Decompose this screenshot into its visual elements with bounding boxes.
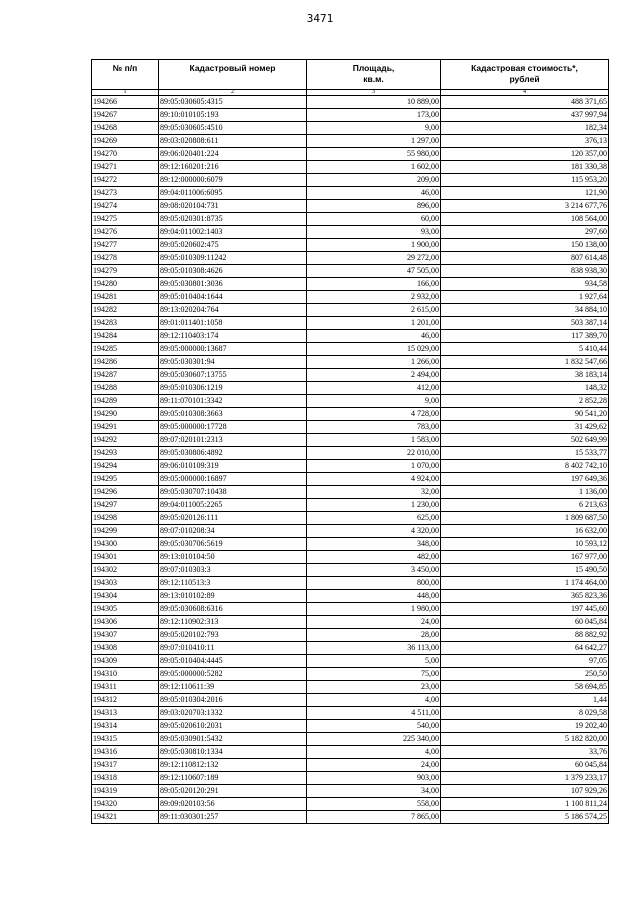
area-value: 36 113,00 xyxy=(307,642,441,655)
cadastral-value: 5 186 574,25 xyxy=(441,811,609,824)
cadastral-number: 89:12:110902:313 xyxy=(159,616,307,629)
cadastral-number: 89:06:020401:224 xyxy=(159,148,307,161)
cadastral-number: 89:13:010104:50 xyxy=(159,551,307,564)
cadastral-value: 1 379 233,17 xyxy=(441,772,609,785)
row-index: 194310 xyxy=(92,668,159,681)
cadastral-number: 89:09:020103:56 xyxy=(159,798,307,811)
area-value: 22 010,00 xyxy=(307,447,441,460)
table-row xyxy=(92,161,609,174)
table-row xyxy=(92,122,609,135)
area-value: 4,00 xyxy=(307,694,441,707)
row-index: 194270 xyxy=(92,148,159,161)
cadastral-number: 89:03:020703:1332 xyxy=(159,707,307,720)
cadastral-value: 1 136,00 xyxy=(441,486,609,499)
row-index: 194296 xyxy=(92,486,159,499)
row-index: 194318 xyxy=(92,772,159,785)
row-index: 194289 xyxy=(92,395,159,408)
row-index: 194316 xyxy=(92,746,159,759)
table-row xyxy=(92,226,609,239)
cadastral-value: 10 593,12 xyxy=(441,538,609,551)
table-row xyxy=(92,213,609,226)
area-value: 93,00 xyxy=(307,226,441,239)
cadastral-number: 89:05:030810:1334 xyxy=(159,746,307,759)
area-value: 46,00 xyxy=(307,330,441,343)
table-row xyxy=(92,811,609,824)
cadastral-value: 1 832 547,66 xyxy=(441,356,609,369)
row-index: 194317 xyxy=(92,759,159,772)
row-index: 194290 xyxy=(92,408,159,421)
column-number: 3 xyxy=(307,90,441,96)
cadastral-table xyxy=(91,59,609,824)
area-value: 1 230,00 xyxy=(307,499,441,512)
row-index: 194305 xyxy=(92,603,159,616)
cadastral-value: 15 533,77 xyxy=(441,447,609,460)
area-value: 3 450,00 xyxy=(307,564,441,577)
area-value: 34,00 xyxy=(307,785,441,798)
table-row xyxy=(92,278,609,291)
cadastral-number: 89:05:010304:2016 xyxy=(159,694,307,707)
row-index: 194291 xyxy=(92,421,159,434)
cadastral-number: 89:05:020102:793 xyxy=(159,629,307,642)
area-value: 55 980,00 xyxy=(307,148,441,161)
cadastral-value: 90 541,20 xyxy=(441,408,609,421)
header-index: № п/п xyxy=(92,60,159,90)
cadastral-number: 89:12:110513:3 xyxy=(159,577,307,590)
cadastral-value: 58 694,85 xyxy=(441,681,609,694)
area-value: 24,00 xyxy=(307,759,441,772)
cadastral-value: 807 614,48 xyxy=(441,252,609,265)
cadastral-number: 89:12:000000:6079 xyxy=(159,174,307,187)
cadastral-number: 89:05:010308:4626 xyxy=(159,265,307,278)
table-row xyxy=(92,772,609,785)
cadastral-number: 89:04:011005:2265 xyxy=(159,499,307,512)
row-index: 194279 xyxy=(92,265,159,278)
area-value: 1 980,00 xyxy=(307,603,441,616)
cadastral-value: 1 927,64 xyxy=(441,291,609,304)
row-index: 194271 xyxy=(92,161,159,174)
cadastral-value: 117 389,70 xyxy=(441,330,609,343)
table-row xyxy=(92,642,609,655)
cadastral-number: 89:13:010102:89 xyxy=(159,590,307,603)
header-cadastral-number: Кадастровый номер xyxy=(159,60,307,90)
area-value: 1 266,00 xyxy=(307,356,441,369)
area-value: 1 201,00 xyxy=(307,317,441,330)
table-row xyxy=(92,798,609,811)
column-number: 1 xyxy=(92,90,159,96)
table-row xyxy=(92,720,609,733)
cadastral-value: 34 884,10 xyxy=(441,304,609,317)
area-value: 32,00 xyxy=(307,486,441,499)
area-value: 1 602,00 xyxy=(307,161,441,174)
cadastral-number: 89:05:030706:5619 xyxy=(159,538,307,551)
cadastral-number: 89:05:000000:17728 xyxy=(159,421,307,434)
page-number: 3471 xyxy=(306,12,334,25)
table-row xyxy=(92,733,609,746)
table-row xyxy=(92,382,609,395)
row-index: 194301 xyxy=(92,551,159,564)
area-value: 896,00 xyxy=(307,200,441,213)
table-row xyxy=(92,551,609,564)
row-index: 194283 xyxy=(92,317,159,330)
table-row xyxy=(92,577,609,590)
cadastral-number: 89:05:000000:5282 xyxy=(159,668,307,681)
cadastral-value: 16 632,00 xyxy=(441,525,609,538)
table-row xyxy=(92,421,609,434)
cadastral-number: 89:04:011002:1403 xyxy=(159,226,307,239)
cadastral-number: 89:05:000000:16897 xyxy=(159,473,307,486)
area-value: 412,00 xyxy=(307,382,441,395)
row-index: 194281 xyxy=(92,291,159,304)
row-index: 194288 xyxy=(92,382,159,395)
table-row xyxy=(92,681,609,694)
area-value: 4 924,00 xyxy=(307,473,441,486)
row-index: 194292 xyxy=(92,434,159,447)
row-index: 194298 xyxy=(92,512,159,525)
column-number: 4 xyxy=(441,90,609,96)
area-value: 2 494,00 xyxy=(307,369,441,382)
cadastral-value: 115 953,20 xyxy=(441,174,609,187)
table-row xyxy=(92,447,609,460)
area-value: 625,00 xyxy=(307,512,441,525)
area-value: 15 029,00 xyxy=(307,343,441,356)
row-index: 194312 xyxy=(92,694,159,707)
table-row xyxy=(92,135,609,148)
cadastral-value: 365 823,36 xyxy=(441,590,609,603)
cadastral-value: 108 564,00 xyxy=(441,213,609,226)
cadastral-number: 89:05:030806:4892 xyxy=(159,447,307,460)
cadastral-number: 89:12:110403:174 xyxy=(159,330,307,343)
row-index: 194295 xyxy=(92,473,159,486)
cadastral-number: 89:05:030801:3036 xyxy=(159,278,307,291)
cadastral-number: 89:04:011006:6095 xyxy=(159,187,307,200)
row-index: 194320 xyxy=(92,798,159,811)
table-row xyxy=(92,356,609,369)
row-index: 194306 xyxy=(92,616,159,629)
area-value: 540,00 xyxy=(307,720,441,733)
cadastral-value: 107 929,26 xyxy=(441,785,609,798)
cadastral-number: 89:05:010308:3663 xyxy=(159,408,307,421)
area-value: 4 511,00 xyxy=(307,707,441,720)
row-index: 194304 xyxy=(92,590,159,603)
table-row xyxy=(92,317,609,330)
table-row xyxy=(92,304,609,317)
cadastral-number: 89:12:110611:39 xyxy=(159,681,307,694)
cadastral-number: 89:11:030301:257 xyxy=(159,811,307,824)
table-row xyxy=(92,109,609,122)
cadastral-value: 15 490,50 xyxy=(441,564,609,577)
cadastral-number: 89:05:030608:6316 xyxy=(159,603,307,616)
area-value: 75,00 xyxy=(307,668,441,681)
area-value: 23,00 xyxy=(307,681,441,694)
area-value: 209,00 xyxy=(307,174,441,187)
cadastral-value: 1 100 811,24 xyxy=(441,798,609,811)
cadastral-number: 89:07:010303:3 xyxy=(159,564,307,577)
table-row xyxy=(92,694,609,707)
row-index: 194299 xyxy=(92,525,159,538)
cadastral-value: 838 938,30 xyxy=(441,265,609,278)
cadastral-number: 89:10:010105:193 xyxy=(159,109,307,122)
cadastral-number: 89:05:030707:10438 xyxy=(159,486,307,499)
row-index: 194266 xyxy=(92,96,159,109)
cadastral-number: 89:05:030607:13755 xyxy=(159,369,307,382)
row-index: 194285 xyxy=(92,343,159,356)
cadastral-value: 376,13 xyxy=(441,135,609,148)
table-row xyxy=(92,590,609,603)
table-row xyxy=(92,200,609,213)
table-row xyxy=(92,343,609,356)
row-index: 194297 xyxy=(92,499,159,512)
table-row xyxy=(92,538,609,551)
area-value: 558,00 xyxy=(307,798,441,811)
area-value: 60,00 xyxy=(307,213,441,226)
row-index: 194273 xyxy=(92,187,159,200)
cadastral-value: 120 357,00 xyxy=(441,148,609,161)
area-value: 10 889,00 xyxy=(307,96,441,109)
cadastral-value: 3 214 677,76 xyxy=(441,200,609,213)
cadastral-number: 89:05:020602:475 xyxy=(159,239,307,252)
header-row xyxy=(92,60,609,90)
table-row xyxy=(92,486,609,499)
cadastral-number: 89:05:010404:4445 xyxy=(159,655,307,668)
area-value: 46,00 xyxy=(307,187,441,200)
table-row xyxy=(92,434,609,447)
row-index: 194287 xyxy=(92,369,159,382)
cadastral-value: 8 402 742,10 xyxy=(441,460,609,473)
row-index: 194311 xyxy=(92,681,159,694)
table-row xyxy=(92,291,609,304)
area-value: 448,00 xyxy=(307,590,441,603)
cadastral-value: 60 045,84 xyxy=(441,616,609,629)
cadastral-number: 89:07:010208:34 xyxy=(159,525,307,538)
table-row xyxy=(92,499,609,512)
cadastral-value: 88 882,92 xyxy=(441,629,609,642)
row-index: 194309 xyxy=(92,655,159,668)
table-row xyxy=(92,655,609,668)
cadastral-number: 89:12:110607:189 xyxy=(159,772,307,785)
cadastral-number: 89:06:010109:319 xyxy=(159,460,307,473)
area-value: 783,00 xyxy=(307,421,441,434)
table-row xyxy=(92,239,609,252)
cadastral-number: 89:05:020301:8735 xyxy=(159,213,307,226)
table-row xyxy=(92,473,609,486)
table-row xyxy=(92,174,609,187)
row-index: 194307 xyxy=(92,629,159,642)
cadastral-number: 89:05:020120:291 xyxy=(159,785,307,798)
area-value: 348,00 xyxy=(307,538,441,551)
row-index: 194275 xyxy=(92,213,159,226)
row-index: 194321 xyxy=(92,811,159,824)
cadastral-value: 5 182 820,00 xyxy=(441,733,609,746)
row-index: 194268 xyxy=(92,122,159,135)
row-index: 194293 xyxy=(92,447,159,460)
cadastral-number: 89:01:011401:1058 xyxy=(159,317,307,330)
cadastral-value: 97,05 xyxy=(441,655,609,668)
area-value: 800,00 xyxy=(307,577,441,590)
cadastral-number: 89:12:160201:216 xyxy=(159,161,307,174)
cadastral-value: 60 045,84 xyxy=(441,759,609,772)
row-index: 194282 xyxy=(92,304,159,317)
cadastral-value: 6 213,63 xyxy=(441,499,609,512)
row-index: 194302 xyxy=(92,564,159,577)
area-value: 1 070,00 xyxy=(307,460,441,473)
row-index: 194294 xyxy=(92,460,159,473)
cadastral-number: 89:05:030605:4315 xyxy=(159,96,307,109)
row-index: 194269 xyxy=(92,135,159,148)
area-value: 225 340,00 xyxy=(307,733,441,746)
table-row xyxy=(92,707,609,720)
row-index: 194314 xyxy=(92,720,159,733)
cadastral-value: 437 997,94 xyxy=(441,109,609,122)
row-index: 194267 xyxy=(92,109,159,122)
table-row xyxy=(92,785,609,798)
area-value: 5,00 xyxy=(307,655,441,668)
row-index: 194300 xyxy=(92,538,159,551)
table-row xyxy=(92,265,609,278)
header-cadastral-value: Кадастровая стоимость*, рублей xyxy=(441,60,609,90)
table-row xyxy=(92,512,609,525)
table-row xyxy=(92,187,609,200)
cadastral-value: 5 410,44 xyxy=(441,343,609,356)
area-value: 4 320,00 xyxy=(307,525,441,538)
cadastral-value: 19 202,40 xyxy=(441,720,609,733)
table-row xyxy=(92,252,609,265)
area-value: 9,00 xyxy=(307,395,441,408)
table-row xyxy=(92,629,609,642)
cadastral-value: 182,34 xyxy=(441,122,609,135)
cadastral-number: 89:05:010404:1644 xyxy=(159,291,307,304)
cadastral-number: 89:05:030901:5432 xyxy=(159,733,307,746)
cadastral-value: 250,50 xyxy=(441,668,609,681)
cadastral-value: 181 330,38 xyxy=(441,161,609,174)
row-index: 194280 xyxy=(92,278,159,291)
area-value: 166,00 xyxy=(307,278,441,291)
cadastral-number: 89:05:000000:13687 xyxy=(159,343,307,356)
table-row xyxy=(92,148,609,161)
cadastral-value: 148,32 xyxy=(441,382,609,395)
area-value: 482,00 xyxy=(307,551,441,564)
cadastral-number: 89:13:020204:764 xyxy=(159,304,307,317)
area-value: 47 505,00 xyxy=(307,265,441,278)
area-value: 29 272,00 xyxy=(307,252,441,265)
cadastral-value: 38 183,14 xyxy=(441,369,609,382)
table-row xyxy=(92,525,609,538)
cadastral-number: 89:07:010410:11 xyxy=(159,642,307,655)
cadastral-value: 1 809 687,50 xyxy=(441,512,609,525)
table-row xyxy=(92,330,609,343)
cadastral-number: 89:05:020126:111 xyxy=(159,512,307,525)
cadastral-value: 8 029,58 xyxy=(441,707,609,720)
area-value: 2 932,00 xyxy=(307,291,441,304)
area-value: 903,00 xyxy=(307,772,441,785)
table-row xyxy=(92,759,609,772)
row-index: 194303 xyxy=(92,577,159,590)
table-row xyxy=(92,746,609,759)
area-value: 4,00 xyxy=(307,746,441,759)
cadastral-value: 121,90 xyxy=(441,187,609,200)
cadastral-number: 89:05:020610:2031 xyxy=(159,720,307,733)
area-value: 173,00 xyxy=(307,109,441,122)
row-index: 194276 xyxy=(92,226,159,239)
row-index: 194319 xyxy=(92,785,159,798)
cadastral-value: 1 174 464,00 xyxy=(441,577,609,590)
cadastral-value: 488 371,65 xyxy=(441,96,609,109)
cadastral-value: 502 649,99 xyxy=(441,434,609,447)
cadastral-number: 89:05:010306:1219 xyxy=(159,382,307,395)
row-index: 194278 xyxy=(92,252,159,265)
table-row xyxy=(92,564,609,577)
table-row xyxy=(92,460,609,473)
table-row xyxy=(92,96,609,109)
row-index: 194308 xyxy=(92,642,159,655)
area-value: 1 583,00 xyxy=(307,434,441,447)
cadastral-value: 197 445,60 xyxy=(441,603,609,616)
column-number: 2 xyxy=(159,90,307,96)
row-index: 194313 xyxy=(92,707,159,720)
area-value: 1 297,00 xyxy=(307,135,441,148)
area-value: 28,00 xyxy=(307,629,441,642)
cadastral-value: 150 138,00 xyxy=(441,239,609,252)
cadastral-number: 89:11:070101:3342 xyxy=(159,395,307,408)
cadastral-number: 89:03:020808:611 xyxy=(159,135,307,148)
row-index: 194284 xyxy=(92,330,159,343)
cadastral-value: 167 977,00 xyxy=(441,551,609,564)
table-row xyxy=(92,395,609,408)
area-value: 9,00 xyxy=(307,122,441,135)
cadastral-value: 33,76 xyxy=(441,746,609,759)
table-row xyxy=(92,408,609,421)
area-value: 7 865,00 xyxy=(307,811,441,824)
cadastral-value: 197 649,36 xyxy=(441,473,609,486)
cadastral-number: 89:05:010309:11242 xyxy=(159,252,307,265)
table-row xyxy=(92,616,609,629)
area-value: 24,00 xyxy=(307,616,441,629)
cadastral-value: 31 429,62 xyxy=(441,421,609,434)
cadastral-number: 89:08:020104:731 xyxy=(159,200,307,213)
row-index: 194286 xyxy=(92,356,159,369)
table-body xyxy=(92,96,609,824)
cadastral-value: 1,44 xyxy=(441,694,609,707)
cadastral-number: 89:07:020101:2313 xyxy=(159,434,307,447)
cadastral-value: 297,60 xyxy=(441,226,609,239)
cadastral-value: 2 852,28 xyxy=(441,395,609,408)
row-index: 194274 xyxy=(92,200,159,213)
table-row xyxy=(92,369,609,382)
cadastral-number: 89:05:030301:94 xyxy=(159,356,307,369)
header-area: Площадь, кв.м. xyxy=(307,60,441,90)
area-value: 2 615,00 xyxy=(307,304,441,317)
cadastral-value: 934,58 xyxy=(441,278,609,291)
cadastral-number: 89:12:110812:132 xyxy=(159,759,307,772)
row-index: 194277 xyxy=(92,239,159,252)
row-index: 194315 xyxy=(92,733,159,746)
area-value: 4 728,00 xyxy=(307,408,441,421)
table-row xyxy=(92,603,609,616)
area-value: 1 900,00 xyxy=(307,239,441,252)
row-index: 194272 xyxy=(92,174,159,187)
cadastral-value: 64 642,27 xyxy=(441,642,609,655)
table-row xyxy=(92,668,609,681)
cadastral-number: 89:05:030605:4510 xyxy=(159,122,307,135)
cadastral-value: 503 387,14 xyxy=(441,317,609,330)
